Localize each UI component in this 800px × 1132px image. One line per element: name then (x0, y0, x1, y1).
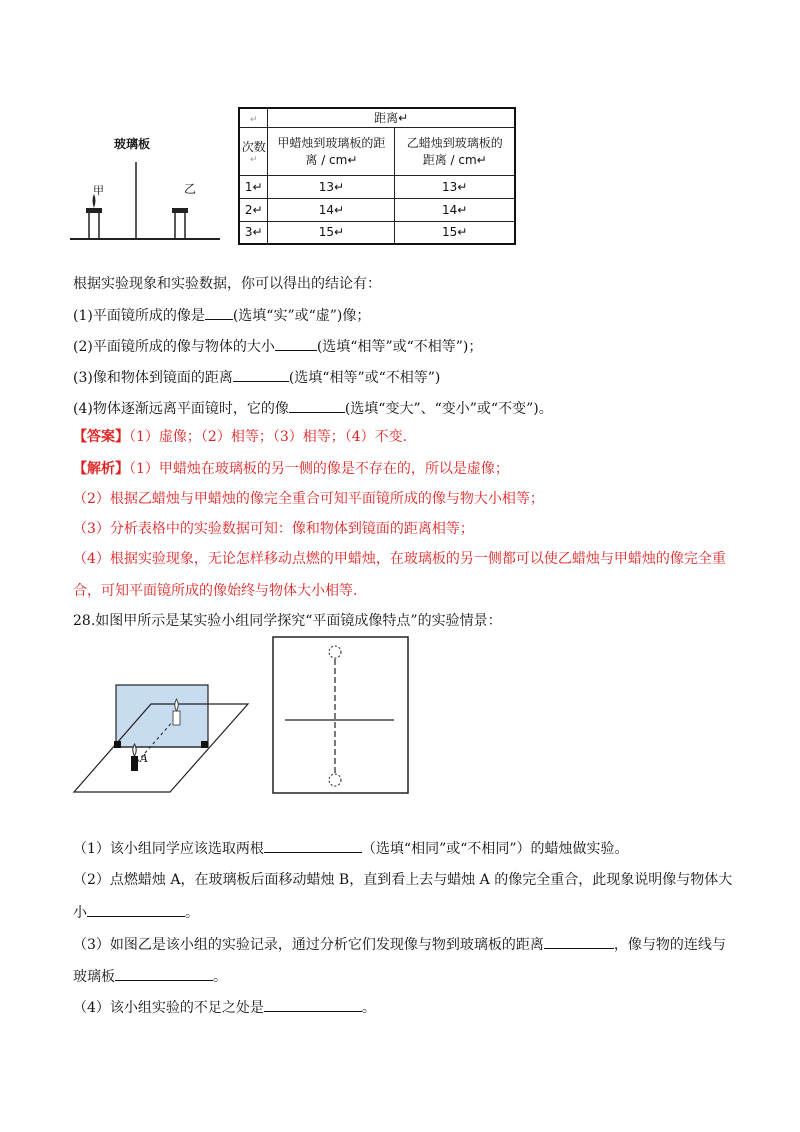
answer-blank[interactable] (205, 305, 233, 320)
answer-tag: 【答案】 (73, 429, 129, 445)
col-yi-header: 乙蜡烛到玻璃板的 距离 / cm↵ (395, 127, 515, 175)
q27-item-1: (1)平面镜所成的像是 (选填“实”或“虚”)像； (73, 305, 370, 326)
q27-item-2: (2)平面镜所成的像与物体的大小 (选填“相等”或“不相等”)； (73, 336, 482, 357)
figure-jia-perspective (70, 680, 250, 795)
answer-blank[interactable] (544, 934, 614, 949)
table-row: 1↵ 13↵ 13↵ (239, 175, 515, 198)
answer-blank[interactable] (233, 367, 289, 382)
answer-blank[interactable] (275, 336, 317, 351)
answer-line (73, 427, 407, 447)
answer-blank[interactable] (87, 902, 185, 917)
q28-item-4: （4）该小组实验的不足之处是 。 (73, 997, 376, 1018)
count-header: 次数 ↵ (239, 127, 268, 175)
answer-blank[interactable] (115, 966, 213, 981)
distance-header: 距离↵ (268, 108, 515, 127)
data-table (238, 107, 516, 245)
figure-candles-glass (70, 120, 220, 245)
analysis-line-4: （4）根据实验现象，无论怎样移动点燃的甲蜡烛，在玻璃板的另一侧都可以使乙蜡烛与甲蜡烛的像完全重 (73, 551, 726, 567)
q27-item-3: (3)像和物体到镜面的距离 (选填“相等”或“不相等”) (73, 367, 440, 388)
table-corner: ↵ (239, 108, 268, 127)
q28-item-3-line2: 玻璃板 。 (73, 966, 227, 987)
jia-label: 甲 (93, 184, 104, 197)
answer-blank[interactable] (264, 838, 362, 853)
table-row: 3↵ 15↵ 15↵ (239, 221, 515, 244)
q28-item-2-line2: 小 。 (73, 902, 199, 923)
q27-intro: 根据实验现象和实验数据，你可以得出的结论有： (73, 276, 381, 292)
figure-yi-record (272, 636, 409, 794)
answer-blank[interactable] (289, 398, 345, 413)
analysis-line-1: 【解析】（1）甲蜡烛在玻璃板的另一侧的像是不存在的，所以是虚像； (73, 461, 509, 477)
q28-item-1: （1）该小组同学应该选取两根 （选填“相同”或“不相同”）的蜡烛做实验。 (73, 838, 629, 859)
analysis-line-3: （3）分析表格中的实验数据可知：像和物体到镜面的距离相等； (73, 521, 474, 537)
answer-text: （1）虚像；（2）相等；（3）相等；（4）不变. (129, 429, 408, 445)
q28-item-3-line1: （3）如图乙是该小组的实验记录，通过分析它们发现像与物到玻璃板的距离 ，像与物的连线与 (73, 934, 726, 955)
analysis-line-5: 合，可知平面镜所成的像始终与物体大小相等. (73, 583, 358, 599)
candle-a-label: A (140, 752, 148, 765)
analysis-tag: 【解析】 (73, 461, 129, 477)
col-jia-header: 甲蜡烛到玻璃板的距 离 / cm↵ (268, 127, 395, 175)
q27-item-4: (4)物体逐渐远离平面镜时，它的像 (选填“变大”、“变小”或“不变”)。 (73, 398, 553, 419)
yi-label: 乙 (184, 182, 197, 196)
q28-item-2-line1: （2）点燃蜡烛 A，在玻璃板后面移动蜡烛 B，直到看上去与蜡烛 A 的像完全重合，此现象说明像与物体大 (73, 872, 733, 888)
q28-title: 28.如图甲所示是某实验小组同学探究“平面镜成像特点”的实验情景： (73, 613, 502, 629)
analysis-line-2: （2）根据乙蜡烛与甲蜡烛的像完全重合可知平面镜所成的像与物大小相等； (73, 491, 544, 507)
answer-blank[interactable] (264, 997, 362, 1012)
table-row: 2↵ 14↵ 14↵ (239, 198, 515, 221)
glass-plate-label: 玻璃板 (114, 137, 151, 151)
